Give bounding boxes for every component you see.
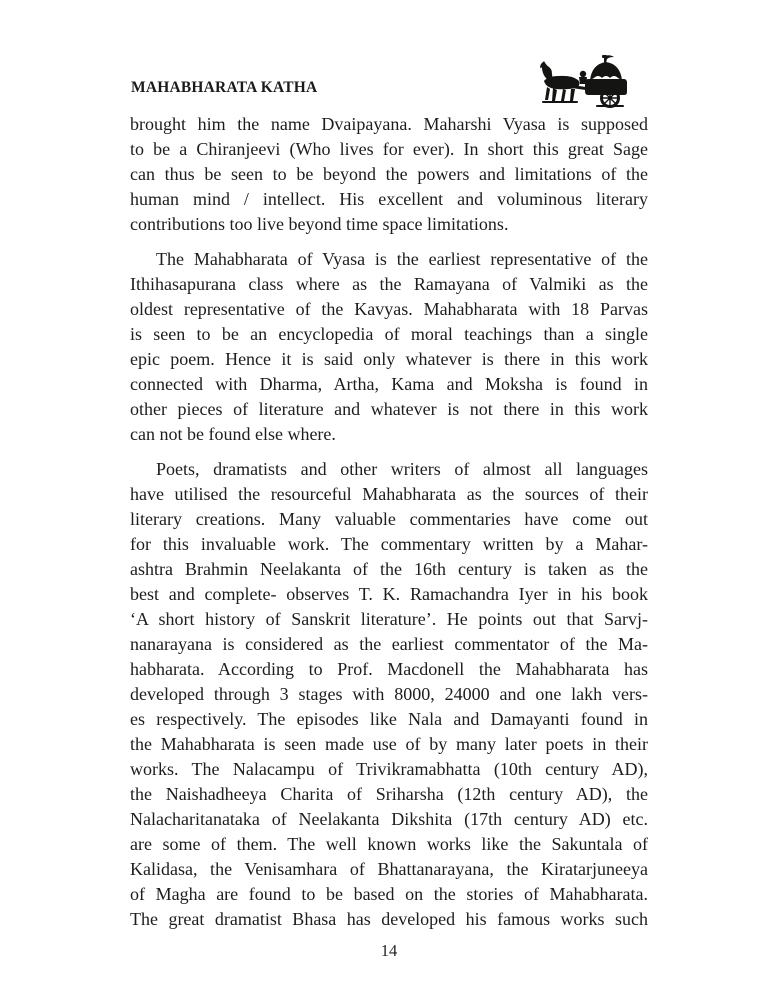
text-line: ashtra Brahmin Neelakanta of the 16th century is taken as the bbox=[130, 559, 648, 579]
text-line: is seen to be an encyclopedia of moral teachings than a single bbox=[130, 324, 648, 344]
text-line: The great dramatist Bhasa has developed his famous works such bbox=[130, 909, 648, 929]
text-line: oldest representative of the Kavyas. Mahabharata with 18 Parvas bbox=[130, 299, 648, 319]
running-title: MAHABHARATA KATHA bbox=[131, 79, 318, 96]
text-line: other pieces of literature and whatever is not there in this work bbox=[130, 399, 648, 419]
text-line: connected with Dharma, Artha, Kama and Moksha is found in bbox=[130, 374, 648, 394]
text-line: habharata. According to Prof. Macdonell the Mahabharata has bbox=[130, 659, 648, 679]
text-line: works. The Nalacampu of Trivikramabhatta (10th century AD), bbox=[130, 759, 648, 779]
text-line: nanarayana is considered as the earliest commentator of the Ma- bbox=[130, 634, 648, 654]
text-line: The Mahabharata of Vyasa is the earliest representative of the bbox=[156, 249, 648, 269]
text-line: es respectively. The episodes like Nala and Damayanti found in bbox=[130, 709, 648, 729]
text-line: Poets, dramatists and other writers of almost all languages bbox=[156, 459, 648, 479]
text-line: the Naishadheeya Charita of Sriharsha (12th century AD), the bbox=[130, 784, 648, 804]
text-line: best and complete- observes T. K. Ramachandra Iyer in his book bbox=[130, 584, 648, 604]
text-line: ‘A short history of Sanskrit literature’. He points out that Sarvj- bbox=[130, 609, 648, 629]
paragraph bbox=[130, 112, 648, 237]
text-line: the Mahabharata is seen made use of by many later poets in their bbox=[130, 734, 648, 754]
text-line: have utilised the resourceful Mahabharata as the sources of their bbox=[130, 484, 648, 504]
paragraph bbox=[130, 457, 648, 932]
text-line: brought him the name Dvaipayana. Maharshi Vyasa is supposed bbox=[130, 114, 648, 134]
text-line: Ithihasapurana class where as the Ramayana of Valmiki as the bbox=[130, 274, 648, 294]
text-line: developed through 3 stages with 8000, 24000 and one lakh vers- bbox=[130, 684, 648, 704]
text-line: Nalacharitanataka of Neelakanta Dikshita (17th century AD) etc. bbox=[130, 809, 648, 829]
text-line: literary creations. Many valuable commentaries have come out bbox=[130, 509, 648, 529]
text-line: Kalidasa, the Venisamhara of Bhattanarayana, the Kiratarjuneeya bbox=[130, 859, 648, 879]
paragraph bbox=[130, 247, 648, 447]
text-line: contributions too live beyond time space limitations. bbox=[130, 214, 509, 234]
text-line: of Magha are found to be based on the stories of Mahabharata. bbox=[130, 884, 648, 904]
chariot-icon bbox=[538, 54, 632, 108]
text-line: for this invaluable work. The commentary written by a Mahar- bbox=[130, 534, 648, 554]
body-text bbox=[130, 112, 648, 932]
text-line: can not be found else where. bbox=[130, 424, 336, 444]
text-line: to be a Chiranjeevi (Who lives for ever). In short this great Sage bbox=[130, 139, 648, 159]
text-line: human mind / intellect. His excellent and voluminous literary bbox=[130, 189, 648, 209]
page-number: 14 bbox=[380, 941, 398, 960]
text-line: are some of them. The well known works like the Sakuntala of bbox=[130, 834, 648, 854]
text-line: epic poem. Hence it is said only whatever is there in this work bbox=[130, 349, 648, 369]
text-line: can thus be seen to be beyond the powers and limitations of the bbox=[130, 164, 648, 184]
